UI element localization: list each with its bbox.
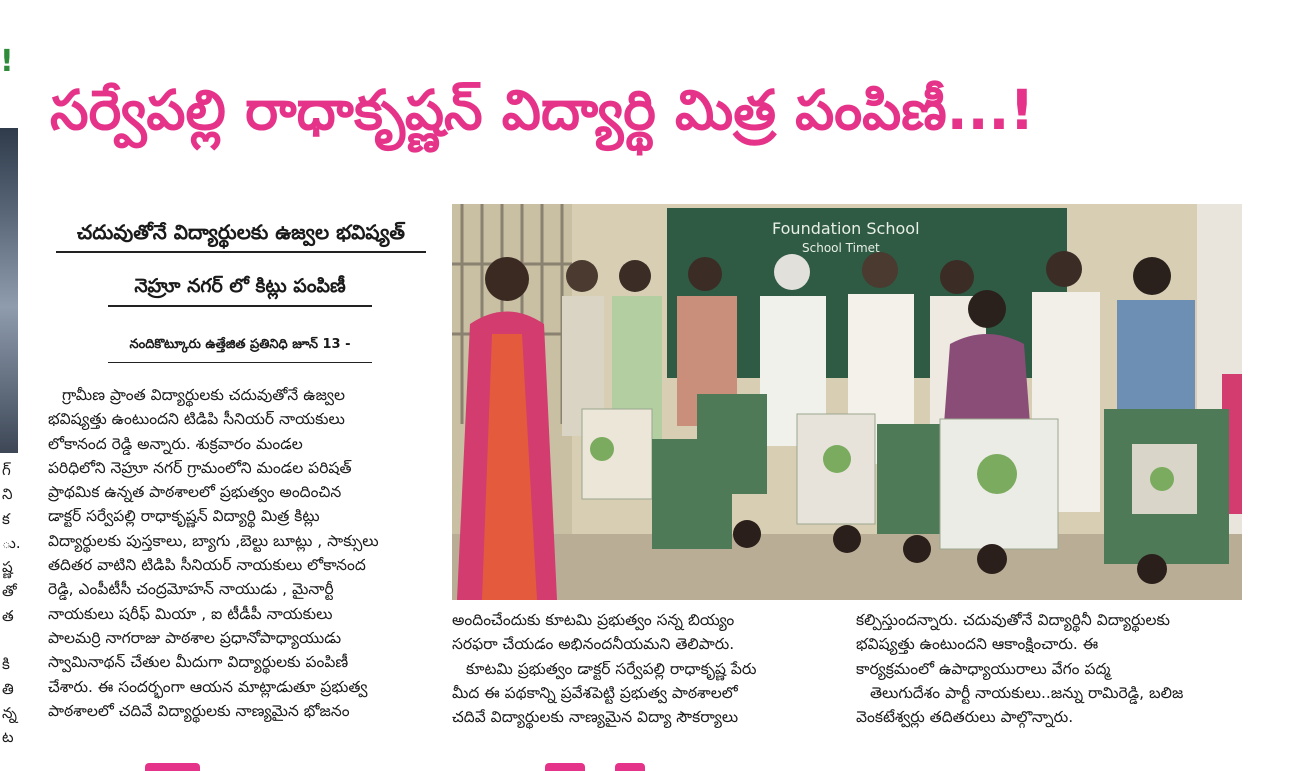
article-line: తదితర వాటిని టిడిపి సీనియర్ నాయకులు లోకానంద: [48, 556, 366, 575]
adjacent-photo-fragment: [0, 128, 18, 453]
article-line: చదివే విద్యార్థులకు నాణ్యమైన విద్యా సౌకర్యాలు: [452, 708, 739, 727]
article-line: పాఠశాలలో చదివే విద్యార్థులకు నాణ్యమైన భోజనం: [48, 701, 350, 720]
article-line: కూటమి ప్రభుత్వం డాక్టర్ సర్వేపల్లి రాధాకృష్ణ పేరు: [466, 659, 757, 678]
article-photo: [452, 204, 1242, 600]
article-line: స్వామినాథన్ చేతుల మీదుగా విద్యార్థులకు పంపిణీ: [48, 653, 349, 672]
article-column-2: [452, 608, 836, 729]
strip-line: తో: [2, 582, 17, 601]
article-line: పరిధిలోని నెహ్రూ నగర్ గ్రామంలోని మండల పరిషత్: [48, 458, 352, 477]
strip-line: తి: [2, 679, 14, 698]
article-line: చేశారు. ఈ సందర్భంగా ఆయన మాట్లాడుతూ ప్రభుత్వ: [48, 677, 368, 696]
article-line: రెడ్డి, ఎంపీటీసీ చంద్రమోహన్ నాయుడు , మైనార్టీ: [48, 580, 334, 599]
board-text: Foundation School: [772, 219, 920, 238]
article-line: వెంకటేశ్వర్లు తదితరులు పాల్గొన్నారు.: [856, 708, 1074, 727]
subheadline-primary: చదువుతోనే విద్యార్థులకు ఉజ్వల భవిష్యత్: [77, 220, 405, 244]
article-column-1: [48, 383, 432, 723]
article-line: కల్పిస్తుందన్నారు. చదువుతోనే విద్యార్థినీ విద్యార్థులకు: [856, 611, 1170, 629]
article-line: గ్రామీణ ప్రాంత విద్యార్థులకు చదువుతోనే ఉజ్వల: [62, 386, 346, 404]
article-headline: సర్వేపల్లి రాధాకృష్ణన్ విద్యార్థి మిత్ర పంపిణీ...!: [50, 78, 1035, 142]
article-line: డాక్టర్ సర్వేపల్లి రాధాకృష్ణన్ విద్యార్థి మిత్ర కిట్లు: [48, 507, 320, 526]
article-line: పాలమర్రి నాగరాజు పాఠశాల ప్రధానోపాధ్యాయుడు: [48, 628, 342, 647]
dateline-rule: [108, 362, 372, 363]
next-article-headline-fragment: [145, 763, 1245, 771]
article-column-3: [856, 608, 1242, 729]
strip-line: కి: [2, 655, 10, 674]
adjacent-article-strip: [0, 0, 22, 771]
article-line: భవిష్యత్తు ఉంటుందని టిడిపి సీనియర్ నాయకులు: [48, 410, 345, 429]
strip-line: ష్ణ: [2, 558, 13, 577]
article-line: విద్యార్థులకు పుస్తకాలు, బ్యాగు ,బెల్టు బూట్లు , సాక్సులు: [48, 531, 379, 550]
dateline: నందికొట్కూరు ఉత్తేజిత ప్రతినిధి జూన్ 13 -: [129, 337, 351, 352]
strip-line: త: [2, 606, 14, 625]
article-line: అందించేందుకు కూటమి ప్రభుత్వం సన్న బియ్యం: [452, 611, 735, 629]
board-text: School Timet: [802, 241, 880, 255]
subheadline-rule: [56, 251, 426, 253]
subheadline-rule: [108, 305, 372, 307]
subheadline-secondary: నెహ్రూ నగర్ లో కిట్లు పంపిణీ: [134, 275, 346, 297]
strip-line: ు.: [2, 533, 21, 552]
adjacent-text-fragment: [2, 458, 22, 750]
article-line: ప్రాథమిక ఉన్నత పాఠశాలలో ప్రభుత్వం అందించిన: [48, 483, 342, 502]
adjacent-headline-fragment: !: [0, 44, 14, 79]
article-line: తెలుగుదేశం పార్టీ నాయకులు..జన్ను రామిరెడ్డి, బలిజ: [870, 683, 1184, 702]
article-line: సరఫరా చేయడం అభినందనీయమని తెలిపారు.: [452, 635, 735, 654]
article-line: లోకానంద రెడ్డి అన్నారు. శుక్రవారం మండల: [48, 434, 303, 453]
article-line: భవిష్యత్తు ఉంటుందని ఆకాంక్షించారు. ఈ: [856, 635, 1099, 654]
article-line: కార్యక్రమంలో ఉపాధ్యాయురాలు వేగం పద్మ: [856, 659, 1111, 678]
strip-line: ని: [2, 485, 13, 504]
strip-line: [2, 628, 22, 652]
strip-line: న్న: [2, 703, 17, 722]
photo-illustration: [452, 204, 1242, 600]
strip-line: ట: [2, 728, 14, 747]
strip-line: గ్: [2, 461, 11, 479]
article-line: నాయకులు షరీఫ్ మియా , ఐ టీడీపీ నాయకులు: [48, 604, 333, 623]
strip-line: క: [2, 509, 10, 528]
article-line: మీద ఈ పథకాన్ని ప్రవేశపెట్టి ప్రభుత్వ పాఠశాలలో: [452, 683, 738, 702]
